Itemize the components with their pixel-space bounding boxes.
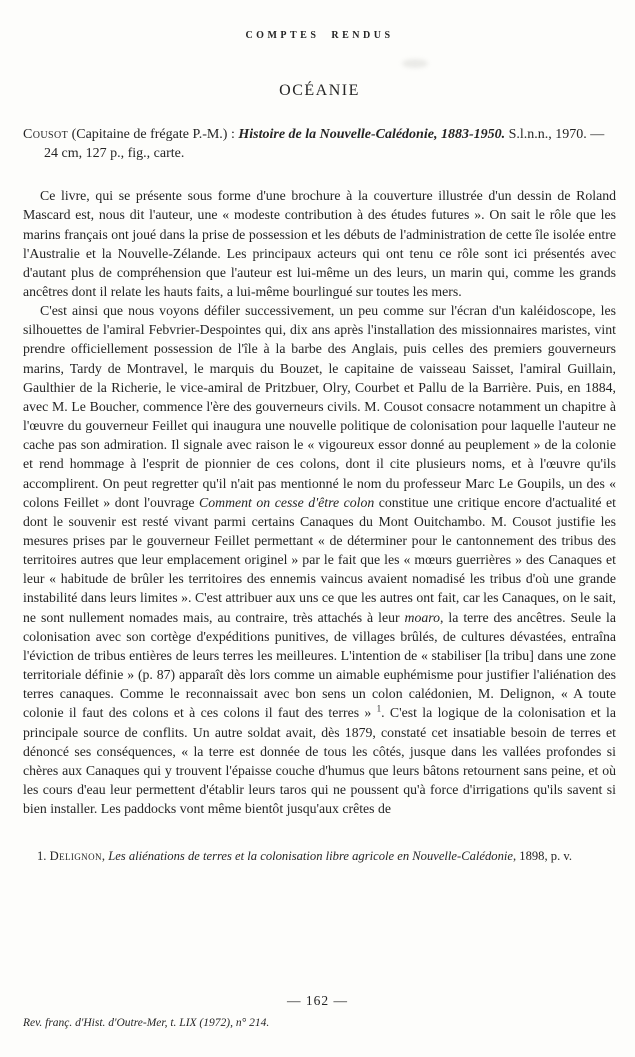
review-body xyxy=(23,186,616,818)
bibliographic-entry: Cousot (Capitaine de frégate P.-M.) : Histoire de la Nouvelle-Calédonie, 1883-1950. S.l.n.n., 1970. — 24 cm, 127 p., fig., carte. xyxy=(23,127,605,161)
page-number: — 162 — xyxy=(287,993,348,1008)
body-paragraph: C'est ainsi que nous voyons défiler successivement, un peu comme sur l'écran d'un kaléidoscope, les silhouettes de l'amiral Febvrier-Despointes qui, dix ans après l'installation des missionnaires maristes, vint prendre officiellement possession de l'île à la barbe des Anglais, puis celles des premiers gouverneurs marins, Tardy de Montravel, le marquis du Bouzet, le capitaine de vaisseau Saisset, l'amiral Guillain, Gaulthier de la Richerie, le vice-amiral de Pritzbuer, Olry, Courbet et Pallu de la Barrière. Puis, en 1884, avec M. Le Boucher, commence l'ère des gouverneurs civils. M. Cousot consacre notamment un chapitre à l'œuvre du gouverneur Feillet qui inaugura une nouvelle politique de colonisation pour laquelle l'auteur ne cache pas son admiration. Il signale avec raison le « vigoureux essor donné au peuplement » de la colonie et rend hommage à l'esprit de pionnier de ces colons, dont il cite plusieurs noms, et à l'œuvre qu'ils accomplirent. On peut regretter qu'il n'ait pas mentionné le nom du professeur Marc Le Goupils, un des « colons Feillet » dont l'ouvrage Comment on cesse d'être colon constitue une critique encore d'actualité et dont le souvenir est resté vivant parmi certains Canaques du Mont Ouitchambo. M. Cousot justifie les mesures prises par le gouverneur Feillet permettant « de déterminer pour le cantonnement des tribus des territoires autres que leur emplacement originel » par le fait que les « mœurs guerrières » des Canaques et leur « habitude de brûler les territoires des ennemis vaincus avaient nomadisé les tribus d'où une grande instabilité dans leurs limites ». C'est attribuer aux uns ce que les autres ont fait, car les Canaques, on le sait, ne sont nullement nomades mais, au contraire, très attachés à leur moaro, la terre des ancêtres. Seule la colonisation avec son cortège d'expéditions punitives, de villages brûlés, de cultures dévastées, entraîna l'éviction de tribus entières de leurs terres les meilleures. L'intention de « stabiliser [la tribu] dans une zone territoriale définie » (p. 87) apparaît dès lors comme un aimable euphémisme pour justifier l'aliénation des terres canaques. Comme le reconnaissait avec bon sens un colon calédonien, M. Delignon, « A toute colonie il faut des colons et à ces colons il faut des terres » $^1$. C'est la logique de la colonisation et la principale source de conflits. Un autre soldat avait, dès 1879, constaté cet insatiable besoin de terres et dénoncé ses conséquences, « la terre est donnée de tous les côtés, jusque dans les vallées profondes si chères aux Canaques qui y trouvent l'épaisse couche d'humus que leurs bâtons retournent sans peine, et où les cours d'eau leur permettent d'établir leurs taros qui ne poussent qu'à force d'irrigations qu'ils savent si bien installer. Les paddocks vont même bientôt jusqu'aux crêtes de xyxy=(23,303,617,817)
body-paragraph: Ce livre, qui se présente sous forme d'une brochure à la couverture illustrée d'un dessin de Roland Mascard est, nous dit l'auteur, une « modeste contribution à des études futures ». On sait le rôle que les marins français ont joué dans la prise de possession et les débuts de l'administration de cette île isolée entre l'Australie et la Nouvelle-Zélande. Les principaux acteurs qui ont tenu ce rôle sont ici présentés avec d'autant plus de compréhension que l'auteur est lui-même un des leurs, un marin qui, comme les grands ancêtres dont il relate les hauts faits, a lui-même bourlingué sur toutes les mers. xyxy=(23,188,616,299)
scan-smudge-artifact xyxy=(402,59,428,68)
section-heading: OCÉANIE xyxy=(279,82,360,99)
footnote: 1. Delignon, Les aliénations de terres et la colonisation libre agricole en Nouvelle-Calédonie, 1898, p. v. xyxy=(37,849,572,864)
running-header: COMPTES RENDUS xyxy=(245,30,394,41)
journal-citation: Rev. franç. d'Hist. d'Outre-Mer, t. LIX (1972), n° 214. xyxy=(23,1017,270,1029)
